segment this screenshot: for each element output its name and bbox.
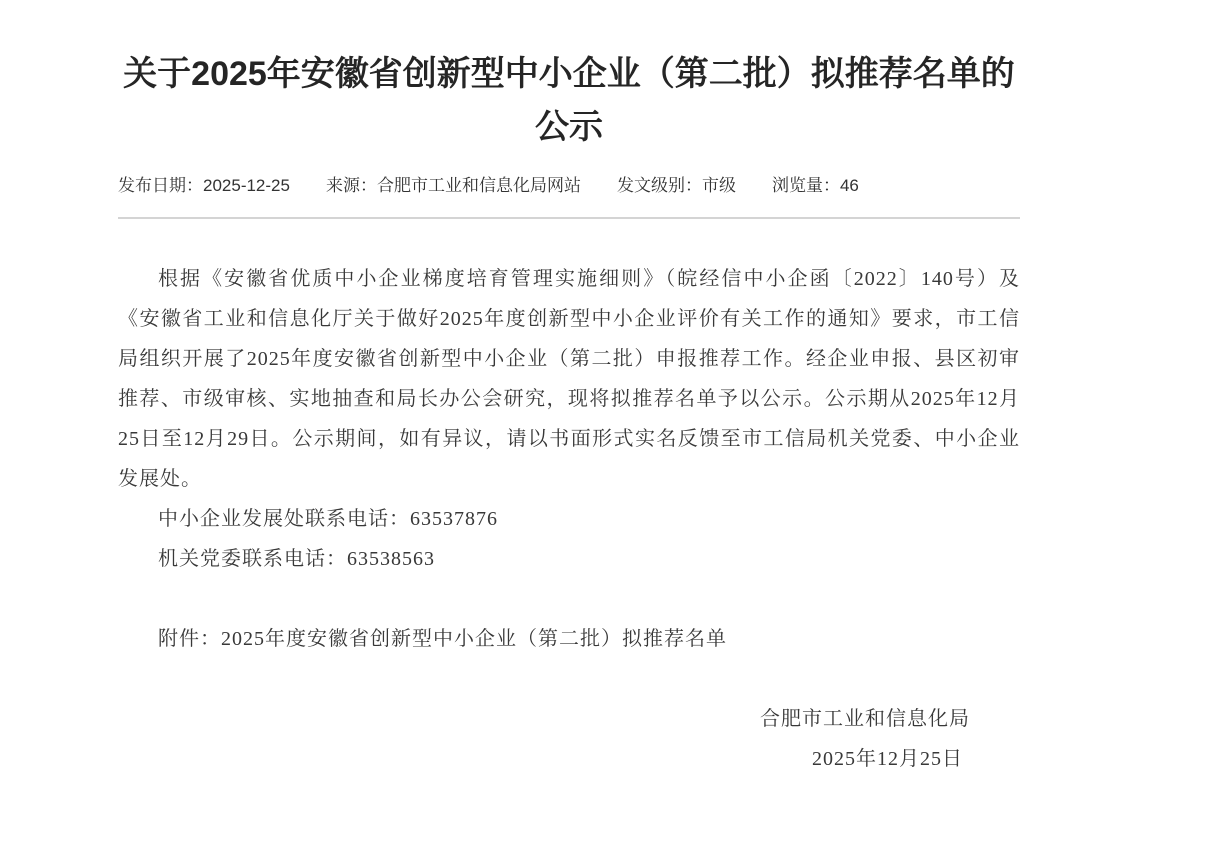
publish-date-label: 发布日期：: [118, 176, 203, 195]
meta-divider: [118, 217, 1020, 219]
view-count-value: 46: [839, 176, 859, 195]
doc-level-label: 发文级别：: [616, 176, 702, 195]
page-title: 关于2025年安徽省创新型中小企业（第二批）拟推荐名单的公示: [123, 55, 1015, 146]
publish-date-value: 2025-12-25: [203, 176, 290, 195]
attachment-link[interactable]: 附件：2025年度安徽省创新型中小企业（第二批）拟推荐名单: [158, 628, 727, 650]
source-value: 合肥市工业和信息化局网站: [376, 176, 581, 195]
source: [326, 175, 581, 197]
contact-line-sme-division: 中小企业发展处联系电话：63537876: [158, 508, 498, 530]
view-count: [772, 175, 859, 197]
signature-date: 2025年12月25日: [812, 748, 963, 770]
body-paragraph: 根据《安徽省优质中小企业梯度培育管理实施细则》（皖经信中小企函〔2022〕140号）及《安徽省工业和信息化厅关于做好2025年度创新型中小企业评价有关工作的通知》要求，市工信局组织开展了2025年度安徽省创新型中小企业（第二批）申报推荐工作。经企业申报、县区初审推荐、市级审核、实地抽查和局长办公会研究，现将拟推荐名单予以公示。公示期从2025年12月25日至12月29日。公示期间，如有异议，请以书面形式实名反馈至市工信局机关党委、中小企业发展处。: [118, 268, 1020, 490]
contact-line-party-committee: 机关党委联系电话：63538563: [158, 548, 435, 570]
signature-agency: 合肥市工业和信息化局: [760, 708, 970, 730]
source-label: 来源：: [325, 176, 377, 195]
article-meta: [118, 175, 1020, 197]
publish-date: [118, 175, 290, 197]
article-body: [118, 259, 1020, 779]
doc-level-value: 市级: [701, 176, 736, 195]
view-count-label: 浏览量：: [771, 176, 840, 195]
announcement-article: [118, 48, 1020, 779]
doc-level: [617, 175, 736, 197]
